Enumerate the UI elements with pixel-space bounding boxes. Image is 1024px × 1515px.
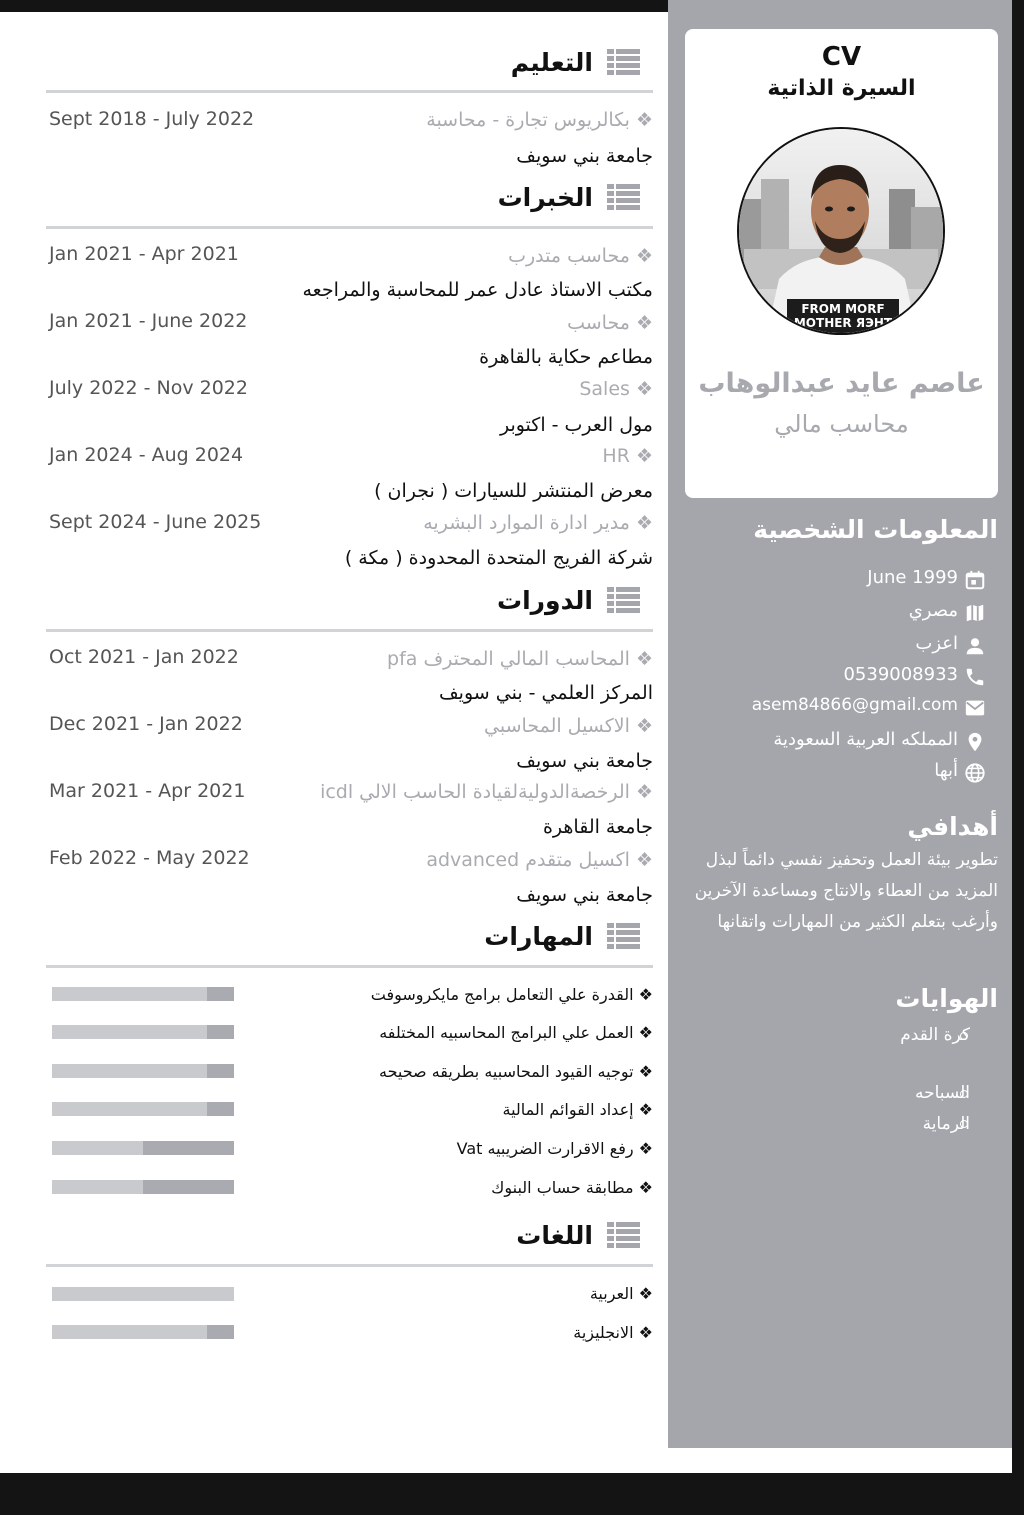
person-icon bbox=[964, 635, 986, 657]
list-icon bbox=[607, 49, 640, 76]
info-city bbox=[690, 760, 1000, 788]
course-provider: جامعة بني سويف bbox=[516, 884, 653, 906]
job-title: محاسب مالي bbox=[774, 410, 909, 438]
skill-label: ❖ توجيه القيود المحاسبيه بطريقه صحيحه bbox=[378, 1062, 653, 1081]
language-bar-fill bbox=[52, 1287, 234, 1301]
language-bar bbox=[52, 1287, 234, 1301]
divider bbox=[46, 1264, 653, 1267]
hobbies-heading: الهوايات bbox=[895, 984, 998, 1013]
divider bbox=[46, 90, 653, 93]
experience-date: Jan 2021 - Apr 2021 bbox=[49, 243, 239, 265]
course-provider: جامعة القاهرة bbox=[542, 816, 653, 838]
experience-date: Jan 2021 - June 2022 bbox=[49, 310, 248, 332]
bullet-icon bbox=[960, 1032, 968, 1040]
skill-bar-fill bbox=[52, 1064, 207, 1078]
map-icon bbox=[964, 602, 986, 624]
list-icon bbox=[607, 184, 640, 211]
skill-bar bbox=[52, 1141, 234, 1155]
experience-employer: مطاعم حكاية بالقاهرة bbox=[479, 346, 653, 368]
course-provider: جامعة بني سويف bbox=[516, 750, 653, 772]
info-phone bbox=[690, 664, 1000, 692]
course-title: ❖ اكسيل متقدم advanced bbox=[426, 849, 653, 871]
experience-title: ❖ HR bbox=[602, 445, 653, 467]
hobby-item: الرماية bbox=[922, 1114, 970, 1134]
goals-line-2: المزيد من العطاء والانتاج ومساعدة الآخرين bbox=[694, 881, 998, 901]
skill-label: ❖ رفع الاقرارت الضريبيه Vat bbox=[456, 1139, 653, 1158]
education-university: جامعة بني سويف bbox=[516, 145, 653, 167]
email-icon bbox=[964, 697, 986, 719]
cv-label: CV bbox=[821, 42, 862, 72]
skill-bar bbox=[52, 1180, 234, 1194]
globe-icon bbox=[964, 762, 986, 784]
calendar-icon bbox=[964, 569, 986, 591]
info-marital bbox=[690, 633, 1000, 661]
course-title: ❖ الاكسيل المحاسبي bbox=[484, 715, 653, 737]
divider bbox=[46, 226, 653, 229]
info-phone-text: 0539008933 bbox=[843, 664, 958, 685]
full-name: عاصم عايد عبدالوهاب bbox=[698, 368, 985, 399]
experience-employer: مكتب الاستاذ عادل عمر للمحاسبة والمراجعه bbox=[302, 279, 653, 301]
bullet-icon bbox=[960, 1120, 968, 1128]
skill-bar bbox=[52, 1064, 234, 1078]
experience-date: Sept 2024 - June 2025 bbox=[49, 511, 262, 533]
divider bbox=[46, 965, 653, 968]
experience-employer: معرض المنتشر للسيارات ( نجران ) bbox=[374, 480, 653, 502]
skill-bar-fill bbox=[52, 1102, 207, 1116]
bullet-icon bbox=[960, 1090, 968, 1098]
goals-line-1: تطوير بيئة العمل وتحفيز نفسي دائماً لبذل bbox=[705, 850, 998, 870]
cv-subtitle: السيرة الذاتية bbox=[767, 76, 916, 101]
svg-text:MOTHER ЯЭНТ: MOTHER ЯЭНТ bbox=[793, 316, 893, 330]
skill-bar-fill bbox=[52, 1025, 207, 1039]
experience-title: ❖ محاسب متدرب bbox=[508, 245, 653, 267]
info-nationality bbox=[690, 600, 1000, 628]
info-marital-text: اعزب bbox=[915, 633, 958, 654]
phone-icon bbox=[964, 666, 986, 688]
language-bar-fill bbox=[52, 1325, 207, 1339]
experience-heading: الخبرات bbox=[497, 183, 593, 212]
language-bar bbox=[52, 1325, 234, 1339]
info-email-text: asem84866@gmail.com bbox=[751, 695, 958, 715]
info-country-text: المملكه العربية السعودية bbox=[773, 729, 958, 750]
courses-heading: الدورات bbox=[496, 586, 593, 615]
info-birth-text: June 1999 bbox=[867, 567, 958, 588]
education-degree: ❖ بكالريوس تجارة - محاسبة bbox=[426, 109, 653, 131]
skill-bar-fill bbox=[52, 1180, 143, 1194]
course-title: ❖ المحاسب المالي المحترف pfa bbox=[387, 648, 653, 670]
experience-date: Jan 2024 - Aug 2024 bbox=[49, 444, 244, 466]
info-country bbox=[690, 729, 1000, 757]
skill-label: ❖ القدرة علي التعامل برامج مايكروسوفت bbox=[370, 985, 653, 1004]
course-provider: المركز العلمي - بني سويف bbox=[439, 682, 653, 704]
goals-heading: أهدافي bbox=[907, 812, 998, 841]
info-birth bbox=[690, 567, 1000, 595]
skill-label: ❖ مطابقة حساب البنوك bbox=[491, 1178, 653, 1197]
education-date: Sept 2018 - July 2022 bbox=[49, 108, 255, 130]
experience-title: ❖ محاسب bbox=[567, 312, 653, 334]
course-title: ❖ الرخصةالدوليةلقيادة الحاسب الالي icdl bbox=[320, 781, 653, 803]
languages-heading: اللغات bbox=[516, 1221, 593, 1250]
hobby-item: كرة القدم bbox=[900, 1025, 970, 1045]
skill-bar bbox=[52, 987, 234, 1001]
divider bbox=[46, 629, 653, 632]
hobby-item: السباحه bbox=[914, 1083, 970, 1103]
course-date: Oct 2021 - Jan 2022 bbox=[49, 646, 239, 668]
experience-employer: مول العرب - اكتوبر bbox=[499, 414, 653, 436]
course-date: Feb 2022 - May 2022 bbox=[49, 847, 250, 869]
list-icon bbox=[607, 587, 640, 614]
skill-label: ❖ إعداد القوائم المالية bbox=[502, 1100, 653, 1119]
info-email bbox=[690, 695, 1000, 723]
experience-title: ❖ مدير ادارة الموارد البشريه bbox=[423, 512, 653, 534]
experience-employer: شركة الفريج المتحدة المحدودة ( مكة ) bbox=[344, 547, 653, 569]
profile-photo bbox=[737, 127, 945, 335]
location-pin-icon bbox=[964, 731, 986, 753]
skill-bar bbox=[52, 1102, 234, 1116]
skill-bar-fill bbox=[52, 987, 207, 1001]
skill-bar-fill bbox=[52, 1141, 143, 1155]
list-icon bbox=[607, 1222, 640, 1249]
language-label: ❖ الانجليزية bbox=[573, 1323, 653, 1342]
list-icon bbox=[607, 923, 640, 950]
education-heading: التعليم bbox=[510, 48, 593, 77]
info-city-text: أبها bbox=[934, 760, 958, 781]
info-nationality-text: مصري bbox=[908, 600, 958, 621]
course-date: Mar 2021 - Apr 2021 bbox=[49, 780, 246, 802]
language-label: ❖ العربية bbox=[589, 1284, 653, 1303]
goals-line-3: وأرغب بتعلم الكثير من المهارات واتقانها bbox=[717, 912, 998, 932]
svg-text:FROM MORF: FROM MORF bbox=[801, 302, 885, 316]
skill-bar bbox=[52, 1025, 234, 1039]
experience-date: July 2022 - Nov 2022 bbox=[49, 377, 248, 399]
skills-heading: المهارات bbox=[484, 922, 593, 951]
course-date: Dec 2021 - Jan 2022 bbox=[49, 713, 243, 735]
personal-info-heading: المعلومات الشخصية bbox=[753, 515, 998, 544]
skill-label: ❖ العمل علي البرامج المحاسبيه المختلفه bbox=[379, 1023, 653, 1042]
experience-title: ❖ Sales bbox=[579, 378, 653, 400]
